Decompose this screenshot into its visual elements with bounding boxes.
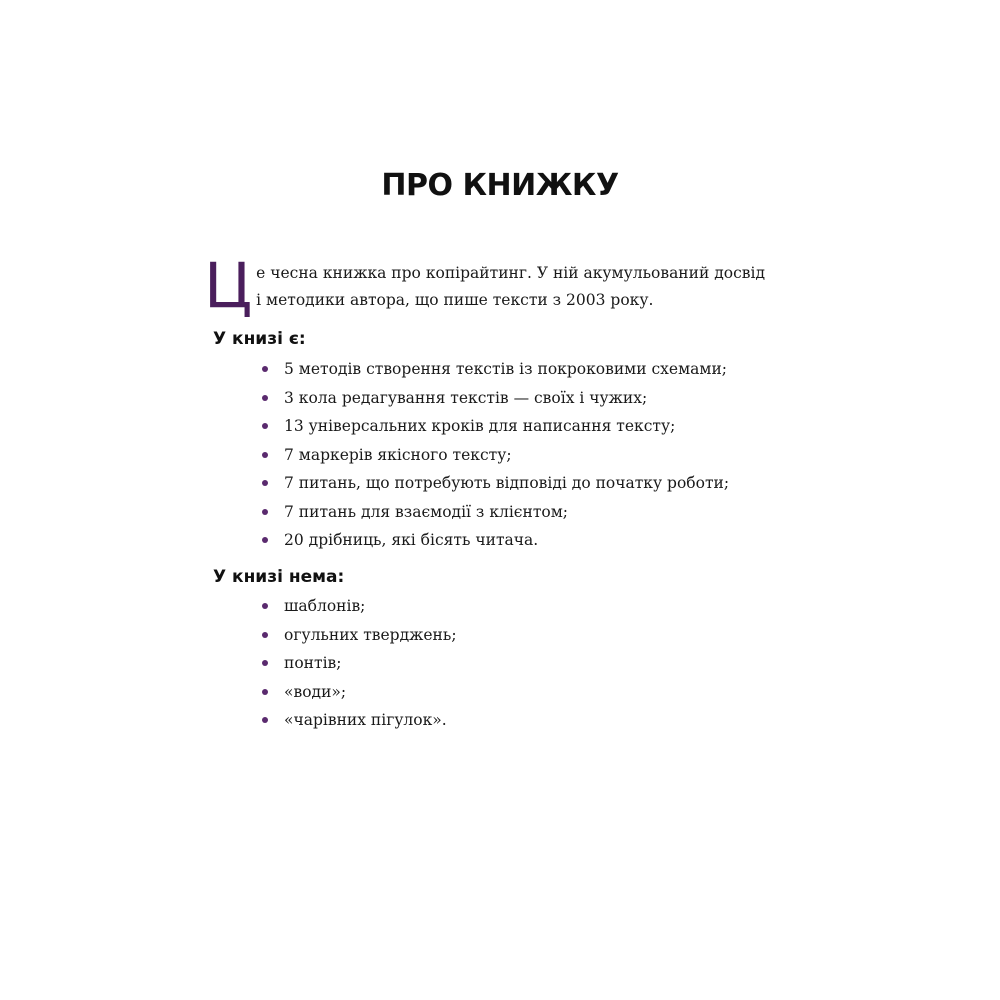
list-item <box>262 528 729 557</box>
list-item-text: 7 маркерів якісного тексту; <box>284 445 512 464</box>
list-item <box>262 623 457 652</box>
list-item <box>262 357 729 386</box>
list-item <box>262 708 457 737</box>
list-item-text: «чарівних пігулок». <box>284 711 447 729</box>
drop-cap: Ц <box>204 249 253 322</box>
page-title: ПРО КНИЖКУ <box>381 168 619 203</box>
list-item-text: 13 універсальних кроків для написання тексту; <box>284 417 676 435</box>
list-item-text: «води»; <box>284 682 347 701</box>
bullet-icon <box>262 480 268 486</box>
bullet-icon <box>262 603 268 609</box>
list-item <box>262 414 729 443</box>
list-item <box>262 680 457 709</box>
bullet-icon <box>262 395 268 401</box>
list-item <box>262 500 729 529</box>
bullet-icon <box>262 366 268 372</box>
has-section-heading: У книзі є: <box>213 329 306 349</box>
list-item-text: 7 питань для взаємодії з клієнтом; <box>284 502 569 521</box>
list-item <box>262 651 457 680</box>
list-item-text: 20 дрібниць, які бісять читача. <box>284 531 539 549</box>
bullet-icon <box>262 509 268 515</box>
list-item-text: шаблонів; <box>284 597 366 615</box>
has-list <box>262 357 729 557</box>
bullet-icon <box>262 660 268 666</box>
list-item <box>262 386 729 415</box>
list-item <box>262 594 457 623</box>
list-item-text: 7 питань, що потребують відповіді до початку роботи; <box>284 474 730 492</box>
bullet-icon <box>262 632 268 638</box>
list-item-text: 5 методів створення текстів із покроковими схемами; <box>284 360 727 378</box>
bullet-icon <box>262 452 268 458</box>
lacks-section-heading: У книзі нема: <box>213 567 345 587</box>
bullet-icon <box>262 537 268 543</box>
list-item <box>262 443 729 472</box>
bullet-icon <box>262 717 268 723</box>
list-item-text: понтів; <box>284 654 342 672</box>
intro-line-2: і методики автора, що пише тексти з 2003 року. <box>256 291 654 309</box>
list-item-text: огульних тверджень; <box>284 625 457 644</box>
list-item-text: 3 кола редагування текстів — своїх і чужих; <box>284 388 648 407</box>
list-item <box>262 471 729 500</box>
intro-text <box>204 249 806 322</box>
bullet-icon <box>262 423 268 429</box>
intro-line-1: е чесна книжка про копірайтинг. У ній акумульований досвід <box>256 264 766 282</box>
bullet-icon <box>262 689 268 695</box>
intro-paragraph <box>204 249 806 322</box>
lacks-list <box>262 594 457 737</box>
